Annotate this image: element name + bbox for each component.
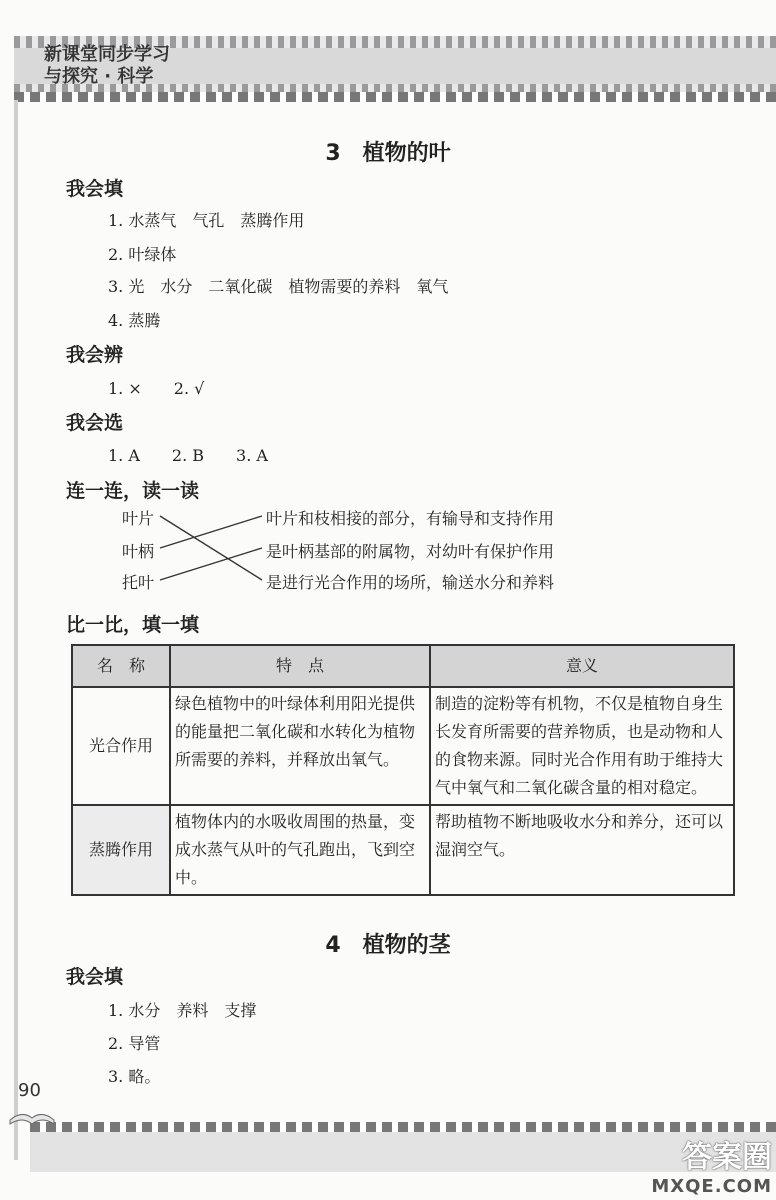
column-header: 意义	[430, 645, 734, 687]
watermark-url: MXQE.COM	[651, 1176, 772, 1197]
section3-choose-item: 1. A 2. B 3. A	[108, 446, 268, 465]
footer-strip	[30, 1122, 776, 1132]
match-line	[160, 548, 262, 580]
column-header: 特 点	[170, 645, 430, 687]
section3-title: 3 植物的叶	[325, 141, 451, 166]
section3-fill-heading: 我会填	[66, 178, 124, 200]
row-name: 蒸腾作用	[72, 805, 170, 895]
section4-fill-item: 3. 略。	[108, 1067, 161, 1086]
compare-table	[71, 644, 735, 896]
section3-fill-item: 3. 光 水分 二氧化碳 植物需要的养料 氧气	[108, 277, 449, 296]
match-right-item: 是进行光合作用的场所，输送水分和养料	[266, 573, 555, 592]
row-feature: 绿色植物中的叶绿体利用阳光提供的能量把二氧化碳和水转化为植物所需要的养料，并释放出氧气。	[170, 687, 430, 805]
section3-fill-item: 2. 叶绿体	[108, 245, 177, 264]
book-title-line2: 与探究 · 科学	[44, 66, 154, 87]
section3-fill-item: 1. 水蒸气 气孔 蒸腾作用	[108, 211, 305, 230]
section3-fill-item: 4. 蒸腾	[108, 311, 161, 330]
row-name: 光合作用	[72, 687, 170, 805]
match-line	[160, 516, 262, 548]
section3-choose-heading: 我会选	[66, 412, 124, 434]
match-right-item: 叶片和枝相接的部分，有输导和支持作用	[266, 509, 555, 528]
row-meaning: 帮助植物不断地吸收水分和养分，还可以湿润空气。	[430, 805, 734, 895]
match-right-item: 是叶柄基部的附属物，对幼叶有保护作用	[266, 542, 555, 561]
watermark	[622, 1132, 772, 1197]
section3-judge-item: 1. × 2. √	[108, 379, 205, 398]
watermark-logo: 答案圈	[682, 1140, 772, 1175]
book-title-line1: 新课堂同步学习	[44, 44, 170, 65]
match-left-item: 叶片	[122, 509, 155, 528]
match-left-item: 叶柄	[122, 542, 155, 561]
table-row	[72, 805, 734, 895]
row-feature: 植物体内的水吸收周围的热量，变成水蒸气从叶的气孔跑出，飞到空中。	[170, 805, 430, 895]
match-left-item: 托叶	[122, 573, 155, 592]
table-row	[72, 687, 734, 805]
page-number: 90	[18, 1080, 41, 1101]
match-line	[160, 516, 262, 580]
section4-title: 4 植物的茎	[325, 933, 451, 958]
row-meaning: 制造的淀粉等有机物，不仅是植物自身生长发育所需要的营养物质，也是动物和人的食物来源。同时光合作用有助于维持大气中氧气和二氧化碳含量的相对稳定。	[430, 687, 734, 805]
section4-fill-heading: 我会填	[66, 966, 124, 988]
section3-match-heading: 连一连，读一读	[66, 480, 200, 502]
open-book-icon	[8, 1100, 56, 1128]
column-header: 名 称	[72, 645, 170, 687]
section3-compare-heading: 比一比，填一填	[66, 614, 200, 636]
section3-judge-heading: 我会辨	[66, 344, 124, 366]
section4-fill-item: 1. 水分 养料 支撑	[108, 1001, 257, 1020]
table-header-row	[72, 645, 734, 687]
section4-fill-item: 2. 导管	[108, 1034, 161, 1053]
